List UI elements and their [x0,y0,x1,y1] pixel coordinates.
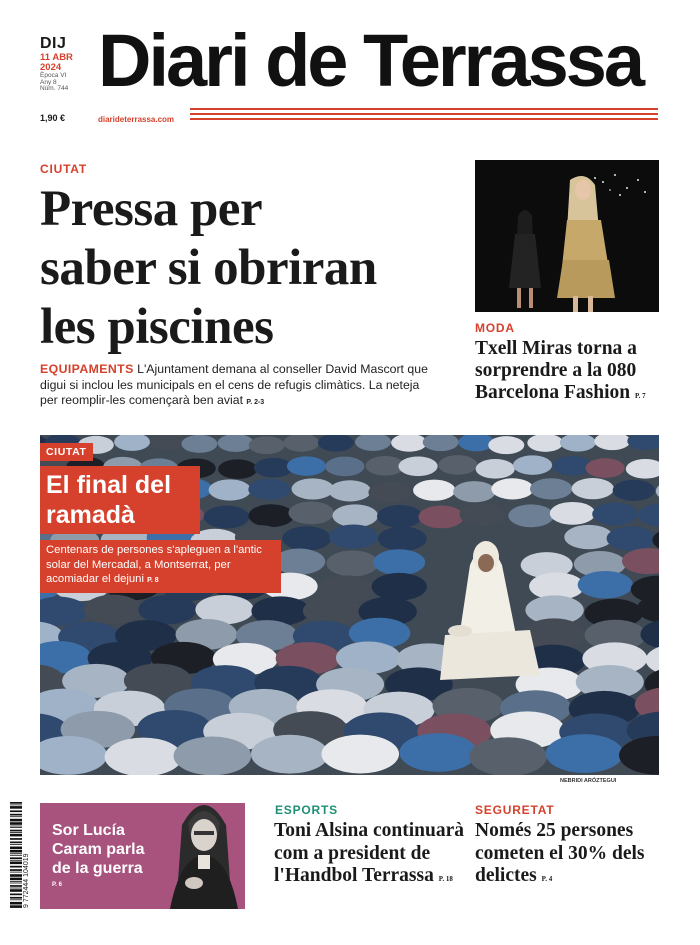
barcode-bar [10,881,22,882]
worshipper-back [564,525,613,549]
teaser-left-page-ref: P. 6 [52,882,62,888]
masthead-rule [190,108,658,110]
main-headline-line: Pressa per [40,181,263,237]
side-section-label: MODA [475,321,515,335]
barcode-bar [10,862,22,865]
worshipper-back [469,737,547,775]
worshipper-back [288,501,334,524]
edition-num: Núm. 744 [40,85,69,93]
teaser-left-headline[interactable]: Sor Lucía Caram parla de la guerra [52,822,145,877]
nun-portrait [160,785,248,909]
worshipper-back [292,478,334,499]
photo-headline-line: El final del [46,471,172,499]
barcode-bar [10,816,22,817]
barcode-bar [10,842,22,844]
barcode-bar [10,826,22,827]
main-dek-text: L'Ajuntament demana al conseller David Mascort que digui si inclou les municipals en el cens de refugis climàtics. La neteja per reomplir-les començarà ben aviat [40,362,428,407]
side-headline[interactable] [475,338,660,407]
worshipper-back [249,436,285,454]
barcode-bar [10,897,22,899]
barcode-bar [10,819,22,822]
worshipper-back [282,526,331,550]
worshipper-back [438,455,477,475]
worshipper-back [325,457,364,477]
teaser-right-headline-text: Només 25 persones cometen el 30% dels delictes [475,820,645,886]
worshipper-back [476,459,515,479]
edition-year: 2024 [40,61,62,73]
barcode-bar [10,847,22,850]
barcode-bar [10,822,22,825]
worshipper-back [491,478,533,499]
worshipper-back [530,478,572,499]
teaser-right-headline[interactable] [475,820,660,891]
worshipper-back [377,505,423,528]
worshipper-back [181,435,217,453]
worshipper-back [372,573,427,601]
teaser-mid-headline-text: Toni Alsina continuarà com a president de l'Handbol Terrassa [274,820,465,886]
barcode-bar [10,805,22,806]
fashion-runway-photo[interactable] [475,160,659,312]
masthead-rule [190,118,658,120]
main-kicker: EQUIPAMENTS [40,362,134,376]
barcode-bar [10,878,22,881]
barcode-bar [10,806,22,809]
barcode-bar [10,874,22,877]
barcode-bar [10,866,22,868]
barcode-bar [10,860,22,861]
teaser-mid-headline[interactable] [274,820,469,891]
website-url[interactable]: diarideterrassa.com [98,115,175,124]
worshipper-back [248,479,290,500]
barcode-bar [10,838,22,840]
worshipper-back [398,456,437,476]
main-page-ref: P. 2-3 [246,399,265,406]
main-headline-line: saber si obriran [40,240,377,296]
worshipper-back [613,480,655,501]
worshipper-back [607,526,656,550]
worshipper-back [329,524,378,548]
teaser-mid-page-ref: P. 18 [438,875,453,883]
worshipper-back [332,504,378,527]
main-headline-line: les piscines [40,299,274,355]
newspaper-logo: Diari de Terrassa [98,19,643,102]
photo-page-ref: P. 8 [147,577,159,584]
edition-day: DIJ [40,35,67,52]
barcode-bar [10,869,22,871]
barcode-bar [10,857,22,859]
worshipper-back [592,503,638,526]
barcode-bar [10,827,22,828]
worshipper-back [578,571,633,599]
photo-headline[interactable] [40,466,200,534]
barcode-bar [10,832,22,833]
barcode-bar [10,889,22,892]
edition-epoca: Època VI [40,71,67,79]
worshipper-back [586,458,625,478]
main-dek [40,362,435,411]
worshipper-back [488,436,524,454]
worshipper-back [105,738,183,775]
barcode-bar [10,830,22,832]
worshipper-back [508,504,554,527]
worshipper-back [550,502,596,525]
teaser-mid-section-label: ESPORTS [275,803,338,817]
barcode-bar [10,802,22,804]
edition-date: 11 ABR [40,51,73,63]
teaser-right-page-ref: P. 4 [541,875,553,883]
worshipper-back [513,455,552,475]
barcode-bar [10,855,22,856]
worshipper-back [174,736,252,775]
barcode-bar [10,814,22,816]
side-headline-text: Txell Miras torna a sorprendre a la 080 Barcelona Fashion [475,338,637,403]
barcode-bar [10,850,22,853]
worshipper-back [453,481,495,502]
barcode-digits: 9 772444 104019 [23,853,30,908]
photo-dek-text: Centenars de persones s'apleguen a l'antic solar del Mercadal, a Montserrat, per acomiadar el dejuni [46,544,262,585]
worshipper-back [459,503,505,526]
barcode-bar [10,810,22,812]
edition-info [40,36,100,93]
teaser-right-section-label: SEGURETAT [475,803,555,817]
worshipper-back [326,550,378,576]
worshipper-back [368,482,410,503]
worshipper-back [138,595,196,624]
cover-price: 1,90 € [40,113,66,123]
barcode-bar [10,872,22,873]
worshipper-back [287,456,326,476]
barcode-bar [10,894,22,896]
photo-credit: NEBRIDI ARÓZTEGUI [560,778,617,784]
worshipper-back [218,459,257,479]
worshipper-back [413,480,455,501]
worshipper-back [204,506,250,529]
main-headline[interactable] [40,180,460,357]
worshipper-back [546,734,624,773]
barcode-bar [10,844,22,845]
worshipper-back [303,596,361,625]
masthead-rule [190,113,658,115]
barcode-bar [10,888,22,889]
barcode-bar [10,834,22,837]
worshipper-back [209,479,251,500]
worshipper-back [84,595,142,624]
worshipper-back [273,549,325,575]
worshipper-back [248,504,294,527]
barcode-bar [10,902,22,905]
photo-dek [40,540,281,593]
worshipper-back [572,478,614,499]
main-section-label: CIUTAT [40,162,88,176]
barcode-bar [10,883,22,884]
worshipper-back [329,480,371,501]
worshipper-back [321,735,399,774]
worshipper-back [418,506,464,529]
worshipper-back [251,735,329,774]
worshipper-back [373,549,425,575]
side-page-ref: P. 7 [635,392,646,400]
edition-any: Any 8 [40,78,57,86]
barcode-bar [10,853,22,854]
photo-headline-line: ramadà [46,501,135,529]
worshipper-back [399,733,477,772]
barcode-bar [10,899,22,900]
photo-section-label: CIUTAT [40,443,93,461]
barcode-bar [10,905,22,908]
worshipper-back [378,527,427,551]
barcode-bar [10,885,22,887]
